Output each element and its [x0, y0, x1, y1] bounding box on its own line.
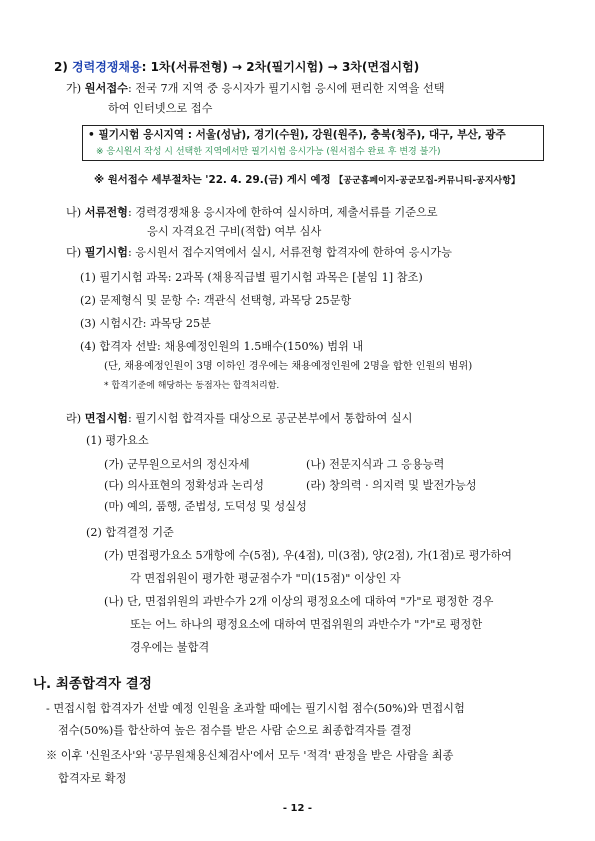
ra-factor: (다) 의사표현의 정확성과 논리성	[104, 479, 264, 492]
ra-factor: (마) 예의, 품행, 준법성, 도덕성 및 성실성	[104, 500, 307, 513]
da-item: (2) 문제형식 및 문항 수: 객관식 선택형, 과목당 25문항	[80, 294, 352, 307]
ra-text1: : 필기시험 합격자를 대상으로 공군본부에서 통합하여 실시	[127, 412, 413, 425]
da-sub2: * 합격기준에 해당하는 동점자는 합격처리함.	[104, 381, 280, 391]
da-text1: : 응시원서 접수지역에서 실시, 서류전형 합격자에 한하여 응시가능	[127, 246, 452, 259]
ra-label: 라)	[66, 412, 82, 425]
na-line2: 응시 자격요건 구비(적합) 여부 심사	[147, 225, 322, 238]
ra-criteria: 각 면접위원이 평가한 평균점수가 "미(15점)" 이상인 자	[130, 572, 401, 585]
da-item: (1) 필기시험 과목: 2과목 (채용직급별 필기시험 과목은 [붙임 1] 참조)	[80, 271, 423, 284]
ga-text1: : 전국 7개 지역 중 응시자가 필기시험 응시에 편리한 지역을 선택	[127, 82, 445, 95]
final-note: ※ 이후 '신원조사'와 '공무원채용신체검사'에서 모두 '적격' 판정을 받은 사람을 최종	[46, 749, 454, 762]
final-desc: 점수(50%)를 합산하여 높은 점수를 받은 사람 순으로 최종합격자를 결정	[58, 724, 412, 737]
da-sub1: (단, 채용예정인원이 3명 이하인 경우에는 채용예정인원에 2명을 합한 인원의 범위)	[104, 361, 473, 372]
section-heading	[54, 60, 419, 75]
ra-head: 면접시험	[84, 412, 128, 425]
ra-factor: (가) 군무원으로서의 정신자세	[104, 458, 250, 471]
box-line2: ※ 응시원서 작성 시 선택한 지역에서만 필기시험 응시가능 (원서접수 완료 후 변경 불가)	[96, 147, 441, 157]
final-heading: 나. 최종합격자 결정	[33, 676, 152, 692]
da-item: (3) 시험시간: 과목당 25분	[80, 317, 211, 330]
da-head: 필기시험	[84, 246, 128, 259]
section-stages: : 1차(서류전형) → 2차(필기시험) → 3차(면접시험)	[141, 60, 420, 74]
da-line1	[66, 245, 452, 260]
detail-note-main: ※ 원서접수 세부절차는 '22. 4. 29.(금) 게시 예정	[94, 174, 331, 186]
da-item: (4) 합격자 선발: 채용예정인원의 1.5배수(150%) 범위 내	[80, 340, 364, 353]
na-label: 나)	[66, 206, 82, 219]
ra-criteria: 또는 어느 하나의 평정요소에 대하여 면접위원의 과반수가 "가"로 평정한	[130, 618, 483, 631]
ga-head: 원서접수	[84, 82, 128, 95]
section-title: 경력경쟁채용	[72, 60, 142, 74]
section-number: 2)	[54, 60, 68, 74]
box-line1: • 필기시험 응시지역 : 서울(성남), 경기(수원), 강원(원주), 충북(청주), 대구, 부산, 광주	[88, 129, 506, 141]
page-number: - 12 -	[282, 803, 313, 814]
ra-p1: (1) 평가요소	[86, 434, 149, 447]
ra-factor: (나) 전문지식과 그 응용능력	[306, 458, 445, 471]
ra-line1	[66, 411, 412, 426]
ra-factor: (라) 창의력 · 의지력 및 발전가능성	[306, 479, 477, 492]
na-text1: : 경력경쟁채용 응시자에 한하여 실시하며, 제출서류를 기준으로	[127, 206, 438, 219]
detail-note	[94, 173, 520, 189]
na-head: 서류전형	[84, 206, 128, 219]
ga-line2: 하여 인터넷으로 접수	[108, 102, 213, 115]
na-line1	[66, 205, 438, 220]
detail-note-small: 【공군홈페이지-공군모집-커뮤니티-공지사항】	[334, 176, 520, 186]
ra-criteria: 경우에는 불합격	[130, 641, 210, 654]
final-note: 합격자로 확정	[58, 772, 127, 785]
final-desc: - 면접시험 합격자가 선발 예정 인원을 초과할 때에는 필기시험 점수(50%)와 면접시험	[46, 702, 465, 715]
ra-p2: (2) 합격결정 기준	[86, 526, 174, 539]
ra-criteria: (가) 면접평가요소 5개항에 수(5점), 우(4점), 미(3점), 양(2점), 가(1점)로 평가하여	[104, 549, 512, 562]
ga-label: 가)	[66, 82, 82, 95]
da-label: 다)	[66, 246, 82, 259]
ra-criteria: (나) 단, 면접위원의 과반수가 2개 이상의 평정요소에 대하여 "가"로 평정한 경우	[104, 595, 494, 608]
ga-line1	[66, 81, 445, 96]
